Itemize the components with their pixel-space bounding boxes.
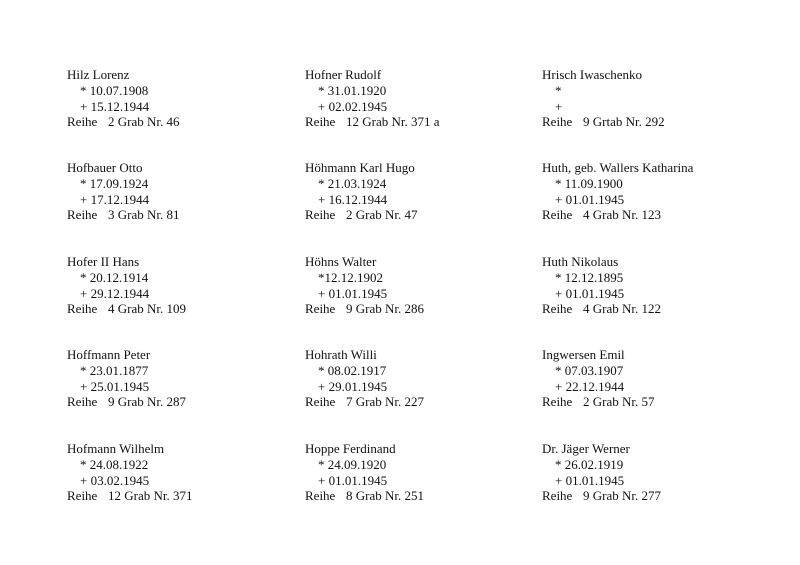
entry-born: * 23.01.1877	[80, 362, 149, 378]
entry-grave: 8 Grab Nr. 251	[346, 488, 424, 504]
entry-location	[542, 301, 752, 317]
grave-entry	[542, 160, 752, 223]
entry-reihe: Reihe	[67, 488, 98, 504]
entry-reihe: Reihe	[67, 301, 98, 317]
entry-name: Hofer II Hans	[67, 254, 140, 269]
entry-reihe: Reihe	[542, 114, 573, 130]
entry-born: * 10.07.1908	[80, 82, 149, 98]
entry-born: * 24.08.1922	[80, 456, 149, 472]
entry-died: + 29.01.1945	[318, 378, 388, 394]
entry-grave: 9 Grab Nr. 286	[346, 301, 424, 317]
grave-entry	[305, 67, 515, 130]
entry-location	[305, 207, 515, 223]
entry-grave: 3 Grab Nr. 81	[108, 207, 180, 223]
entry-died: + 22.12.1944	[555, 378, 625, 394]
entry-born: * 12.12.1895	[555, 269, 624, 285]
entry-location	[67, 114, 277, 130]
entry-location	[542, 114, 752, 130]
entry-location	[542, 207, 752, 223]
entry-location	[542, 394, 752, 410]
entry-name: Höhmann Karl Hugo	[305, 160, 415, 175]
entry-died: + 17.12.1944	[80, 191, 150, 207]
entry-died: + 16.12.1944	[318, 191, 388, 207]
entry-name: Hofmann Wilhelm	[67, 441, 165, 456]
grave-entry	[67, 441, 277, 504]
entry-died: + 01.01.1945	[555, 472, 625, 488]
grave-entry	[542, 254, 752, 317]
entry-name: Huth Nikolaus	[542, 254, 619, 269]
entry-location	[305, 488, 515, 504]
entry-died: + 25.01.1945	[80, 378, 150, 394]
entry-name: Hohrath Willi	[305, 347, 377, 362]
entry-grave: 4 Grab Nr. 123	[583, 207, 661, 223]
entry-died: + 15.12.1944	[80, 98, 150, 114]
grave-entry	[67, 160, 277, 223]
entry-name: Hoppe Ferdinand	[305, 441, 396, 456]
entry-born: * 21.03.1924	[318, 175, 387, 191]
entry-grave: 2 Grab Nr. 47	[346, 207, 418, 223]
entry-grave: 4 Grab Nr. 109	[108, 301, 186, 317]
entry-name: Hrisch Iwaschenko	[542, 67, 642, 82]
entry-reihe: Reihe	[305, 207, 336, 223]
entry-name: Dr. Jäger Werner	[542, 441, 630, 456]
entry-born: * 26.02.1919	[555, 456, 624, 472]
entry-reihe: Reihe	[542, 207, 573, 223]
grave-entry	[305, 347, 515, 410]
grave-entry	[305, 160, 515, 223]
entry-name: Huth, geb. Wallers Katharina	[542, 160, 694, 175]
entry-reihe: Reihe	[305, 488, 336, 504]
entry-location	[67, 207, 277, 223]
entry-reihe: Reihe	[542, 301, 573, 317]
grave-entry	[67, 347, 277, 410]
entry-born: * 07.03.1907	[555, 362, 624, 378]
entry-died: + 02.02.1945	[318, 98, 388, 114]
entry-reihe: Reihe	[305, 394, 336, 410]
entry-grave: 2 Grab Nr. 57	[583, 394, 655, 410]
entry-location	[305, 114, 515, 130]
entry-reihe: Reihe	[67, 114, 98, 130]
entry-grave: 12 Grab Nr. 371 a	[346, 114, 440, 130]
entry-location	[305, 301, 515, 317]
grave-entry	[305, 254, 515, 317]
entry-died: + 01.01.1945	[318, 285, 388, 301]
entry-died: + 01.01.1945	[318, 472, 388, 488]
entry-grave: 4 Grab Nr. 122	[583, 301, 661, 317]
grave-entry	[67, 254, 277, 317]
entry-born: *	[555, 82, 562, 98]
entry-grave: 9 Grab Nr. 277	[583, 488, 661, 504]
entry-born: * 20.12.1914	[80, 269, 149, 285]
entry-died: + 29.12.1944	[80, 285, 150, 301]
entry-grave: 12 Grab Nr. 371	[108, 488, 193, 504]
entry-born: *12.12.1902	[318, 269, 383, 285]
entry-location	[67, 488, 277, 504]
grave-entry	[305, 441, 515, 504]
entry-born: * 31.01.1920	[318, 82, 387, 98]
entry-born: * 08.02.1917	[318, 362, 387, 378]
grave-entry	[542, 441, 752, 504]
entry-name: Hoffmann Peter	[67, 347, 151, 362]
entry-died: + 01.01.1945	[555, 285, 625, 301]
entry-reihe: Reihe	[305, 114, 336, 130]
entry-born: * 11.09.1900	[555, 175, 623, 191]
entry-reihe: Reihe	[542, 488, 573, 504]
grave-entry	[542, 347, 752, 410]
entry-name: Ingwersen Emil	[542, 347, 625, 362]
entry-reihe: Reihe	[67, 207, 98, 223]
entry-location	[305, 394, 515, 410]
grave-entry	[542, 67, 752, 130]
entry-name: Hilz Lorenz	[67, 67, 130, 82]
entry-born: * 24.09.1920	[318, 456, 387, 472]
entry-location	[542, 488, 752, 504]
grave-entry	[67, 67, 277, 130]
entry-died: +	[555, 98, 563, 114]
entry-died: + 03.02.1945	[80, 472, 150, 488]
entry-name: Hofbauer Otto	[67, 160, 143, 175]
entry-born: * 17.09.1924	[80, 175, 149, 191]
entry-reihe: Reihe	[67, 394, 98, 410]
entry-reihe: Reihe	[305, 301, 336, 317]
entry-name: Höhns Walter	[305, 254, 377, 269]
entry-location	[67, 394, 277, 410]
entry-grave: 9 Grab Nr. 287	[108, 394, 186, 410]
entry-died: + 01.01.1945	[555, 191, 625, 207]
entry-grave: 9 Grtab Nr. 292	[583, 114, 665, 130]
entry-reihe: Reihe	[542, 394, 573, 410]
entry-location	[67, 301, 277, 317]
entry-grave: 7 Grab Nr. 227	[346, 394, 424, 410]
entry-grave: 2 Grab Nr. 46	[108, 114, 180, 130]
entry-name: Hofner Rudolf	[305, 67, 382, 82]
